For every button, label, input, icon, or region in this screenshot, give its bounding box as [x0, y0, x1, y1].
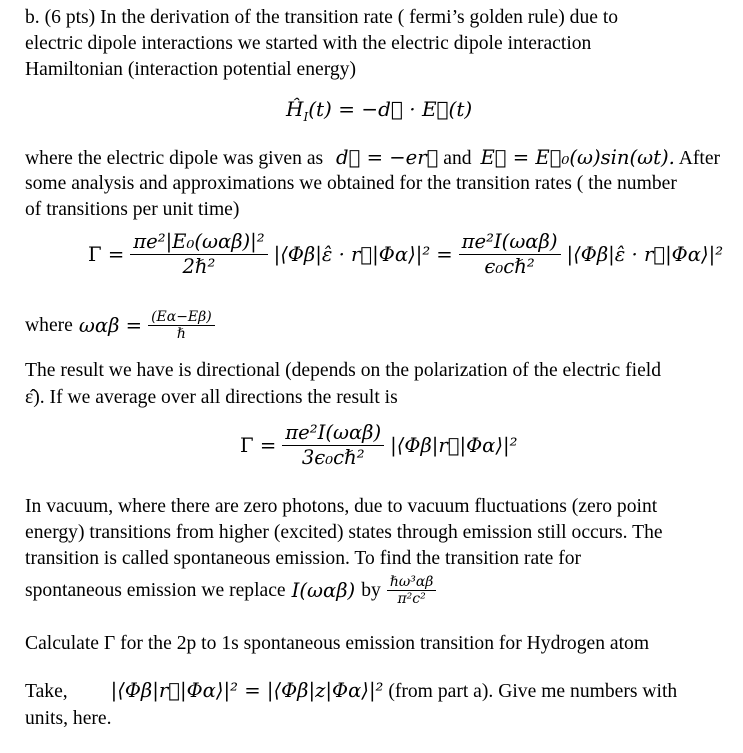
- hamiltonian-symbol: Ĥ: [286, 97, 304, 121]
- paragraph-1-line-3: Hamiltonian (interaction potential energy): [25, 59, 356, 80]
- rate-fraction-1: [130, 230, 267, 279]
- take-after-text: (from part a). Give me numbers with: [388, 681, 678, 702]
- paragraph-4-line-2: energy) transitions from higher (excited) states through emission still occurs. The: [25, 522, 663, 543]
- omega-definition: [25, 309, 215, 342]
- paragraph-5-line-2: [25, 678, 677, 704]
- omega-numerator: (Eα−Eβ): [148, 309, 215, 326]
- paragraph-2-after: After: [678, 148, 721, 169]
- paragraph-3-line-2: ε̂). If we average over all directions the result is: [25, 387, 398, 408]
- rate-fraction-1-denominator: 2ℏ²: [182, 255, 216, 278]
- paragraph-2-line-2: some analysis and approximations we obtained for the transition rates ( the number: [25, 173, 677, 194]
- paragraph-5-line-3: units, here.: [25, 708, 112, 729]
- averaged-rate-denominator: 3ϵ₀cℏ²: [301, 446, 365, 469]
- omega-denominator: ℏ: [176, 326, 186, 342]
- paragraph-2-line-1: [25, 145, 720, 171]
- paragraph-2-and: and: [443, 148, 472, 169]
- replacement-fraction: [387, 574, 437, 607]
- matrix-element-1: |⟨Φβ|ε̂ · r⃗|Φα⟩|²: [273, 243, 431, 266]
- averaged-rate-numerator: πe²I(ωαβ): [282, 421, 384, 446]
- paragraph-2-text-a: where the electric dipole was given as: [25, 148, 324, 169]
- dipole-definition: d⃗ = −er⃗: [336, 146, 439, 169]
- matrix-element-2: |⟨Φβ|ε̂ · r⃗|Φα⟩|²: [566, 243, 724, 266]
- matrix-equality: |⟨Φβ|r⃗|Φα⟩|² = |⟨Φβ|z|Φα⟩|²: [110, 679, 384, 702]
- omega-symbol: ωαβ =: [78, 314, 143, 337]
- paragraph-4-line-4: [25, 574, 436, 607]
- hamiltonian-equation: [286, 97, 472, 122]
- gamma-lhs: Γ =: [88, 243, 125, 266]
- rate-fraction-2: [459, 230, 561, 279]
- take-label: Take,: [25, 681, 68, 702]
- field-definition: E⃗ = E⃗₀(ω)sin(ωt).: [480, 146, 675, 169]
- averaged-rate-fraction: [282, 421, 384, 470]
- paragraph-1-line-2: electric dipole interactions we started with the electric dipole interaction: [25, 33, 592, 54]
- intensity-symbol: I(ωαβ): [291, 579, 356, 602]
- replacement-denominator: π²c²: [397, 591, 426, 607]
- paragraph-4-line-3: transition is called spontaneous emission. To find the transition rate for: [25, 548, 582, 569]
- paragraph-1-line-1: b. (6 pts) In the derivation of the transition rate ( fermi’s golden rule) due to: [25, 7, 619, 28]
- omega-fraction: [148, 309, 215, 342]
- omega-where: where: [25, 315, 73, 336]
- rate-fraction-2-denominator: ϵ₀cℏ²: [484, 255, 535, 278]
- paragraph-5-line-1: Calculate Γ for the 2p to 1s spontaneous emission transition for Hydrogen atom: [25, 633, 650, 654]
- rate-fraction-1-numerator: πe²|E₀(ωαβ)|²: [130, 230, 267, 255]
- averaged-matrix-element: |⟨Φβ|r⃗|Φα⟩|²: [390, 434, 518, 457]
- paragraph-4-line-1: In vacuum, where there are zero photons, due to vacuum fluctuations (zero point: [25, 496, 658, 517]
- paragraph-4-text: spontaneous emission we replace: [25, 580, 286, 601]
- paragraph-3-line-1: The result we have is directional (depends on the polarization of the electric field: [25, 360, 662, 381]
- hamiltonian-rhs: (t) = −d⃗ · E⃗(t): [308, 97, 473, 121]
- equals-sign: =: [436, 243, 453, 266]
- averaged-rate-equation: [240, 421, 518, 470]
- transition-rate-equation: [88, 230, 723, 279]
- replacement-numerator: ℏω³αβ: [387, 574, 437, 591]
- gamma-lhs-2: Γ =: [240, 434, 277, 457]
- rate-fraction-2-numerator: πe²I(ωαβ): [459, 230, 561, 255]
- paragraph-4-by: by: [361, 580, 381, 601]
- hamiltonian-subscript: I: [303, 110, 309, 124]
- paragraph-2-line-3: of transitions per unit time): [25, 199, 240, 220]
